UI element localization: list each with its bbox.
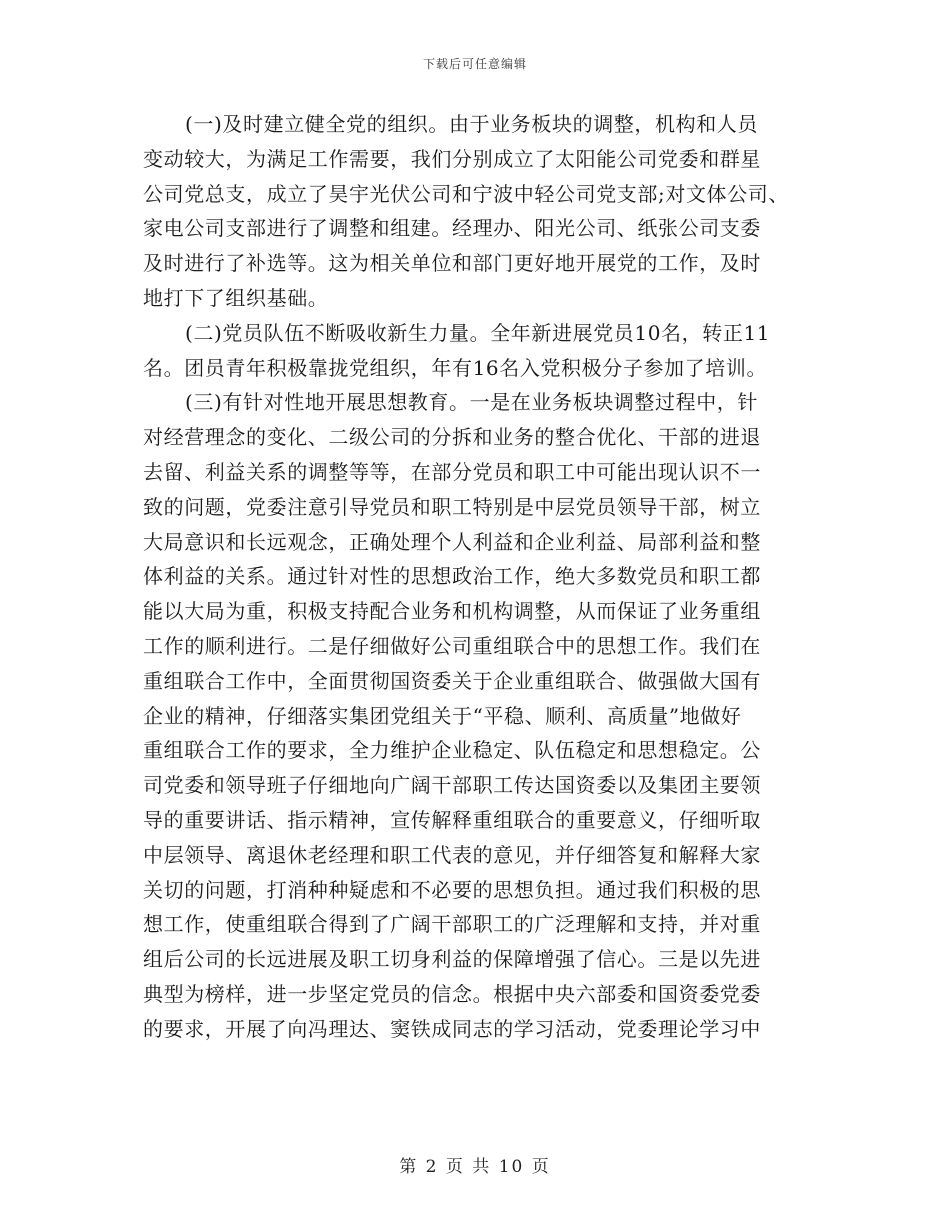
paragraph-line: 重组联合工作中，全面贯彻国资委关于企业重组联合、做强做大国有 bbox=[143, 668, 761, 693]
page-header: 下载后可任意编辑 bbox=[422, 57, 527, 71]
body-text bbox=[143, 107, 823, 1047]
paragraph-line: 名。团员青年积极靠拢党组织，年有16名入党积极分子参加了培训。 bbox=[143, 355, 768, 380]
paragraph-line: 的要求，开展了向冯理达、窦铁成同志的学习活动，党委理论学习中 bbox=[143, 1016, 761, 1041]
paragraph-line: 关切的问题，打消种种疑虑和不必要的思想负担。通过我们积极的思 bbox=[143, 877, 761, 902]
paragraph-line: 想工作，使重组联合得到了广阔干部职工的广泛理解和支持，并对重 bbox=[143, 912, 761, 937]
paragraph-line: (一)及时建立健全党的组织。由于业务板块的调整，机构和人员 bbox=[185, 112, 759, 136]
paragraph-line: 致的问题，党委注意引导党员和职工特别是中层党员领导干部，树立 bbox=[143, 494, 761, 519]
paragraph-line: 重组联合工作的要求，全力维护企业稳定、队伍稳定和思想稳定。公 bbox=[143, 738, 761, 763]
paragraph-line: 对经营理念的变化、二级公司的分拆和业务的整合优化、干部的进退 bbox=[143, 425, 761, 450]
paragraph-line: 地打下了组织基础。 bbox=[143, 285, 329, 310]
paragraph-line: 去留、利益关系的调整等等，在部分党员和职工中可能出现认识不一 bbox=[143, 459, 761, 484]
paragraph-line: 大局意识和长远观念，正确处理个人利益和企业利益、局部利益和整 bbox=[143, 529, 761, 554]
paragraph-line: (三)有针对性地开展思想教育。一是在业务板块调整过程中，针 bbox=[185, 390, 759, 415]
paragraph-line: 体利益的关系。通过针对性的思想政治工作，绝大多数党员和职工都 bbox=[143, 564, 761, 589]
paragraph-line: 家电公司支部进行了调整和组建。经理办、阳光公司、纸张公司支委 bbox=[143, 216, 761, 241]
paragraph-line: 中层领导、离退休老经理和职工代表的意见，并仔细答复和解释大家 bbox=[143, 842, 761, 867]
paragraph-line: 企业的精神，仔细落实集团党组关于“平稳、顺利、高质量”地做好 bbox=[143, 703, 742, 728]
paragraph-line: 导的重要讲话、指示精神，宣传解释重组联合的重要意义，仔细听取 bbox=[143, 807, 761, 832]
paragraph-line: 能以大局为重，积极支持配合业务和机构调整，从而保证了业务重组 bbox=[143, 599, 761, 624]
paragraph-line: (二)党员队伍不断吸收新生力量。全年新进展党员10名，转正11 bbox=[185, 320, 771, 345]
paragraph-line: 公司党总支，成立了昊宇光伏公司和宁波中轻公司党支部;对文体公司、 bbox=[143, 181, 789, 206]
paragraph-line: 变动较大，为满足工作需要，我们分别成立了太阳能公司党委和群星 bbox=[143, 146, 761, 171]
paragraph-line: 组后公司的长远进展及职工切身利益的保障增强了信心。三是以先进 bbox=[143, 947, 761, 972]
paragraph-line: 及时进行了补选等。这为相关单位和部门更好地开展党的工作，及时 bbox=[143, 251, 761, 276]
paragraph-line: 司党委和领导班子仔细地向广阔干部职工传达国资委以及集团主要领 bbox=[143, 773, 761, 798]
paragraph-line: 典型为榜样，进一步坚定党员的信念。根据中央六部委和国资委党委 bbox=[143, 981, 761, 1006]
paragraph-line: 工作的顺利进行。二是仔细做好公司重组联合中的思想工作。我们在 bbox=[143, 633, 761, 658]
page-number-footer: 第 2 页 共 10 页 bbox=[399, 1157, 551, 1177]
